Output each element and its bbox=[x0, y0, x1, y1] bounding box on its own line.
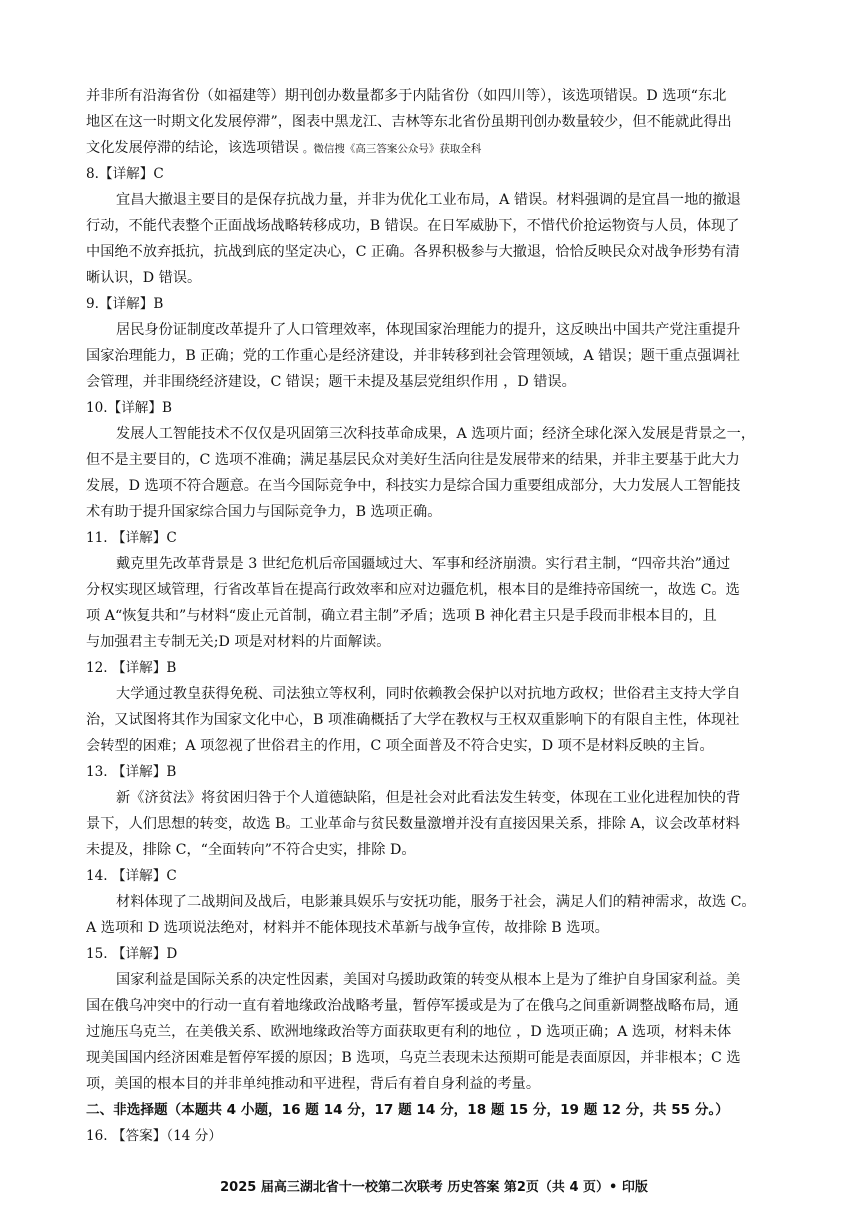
answer-heading-13: 13. 【详解】B bbox=[86, 764, 177, 780]
paragraph-line: 分权实现区域管理，行省改革旨在提高行政效率和应对边疆危机，根本目的是维持帝国统一，故选 C。选 bbox=[86, 582, 740, 598]
paragraph-line: 治，又试图将其作为国家文化中心，B 项准确概括了大学在教权与王权双重影响下的有限自主性，体现社 bbox=[86, 712, 740, 728]
paragraph-line: 景下，人们思想的转变，故选 B。工业革命与贫民数量激增并没有直接因果关系，排除 A，议会改革材料 bbox=[86, 816, 740, 832]
paragraph-line: 术有助于提升国家综合国力与国际竞争力，B 选项正确。 bbox=[86, 504, 442, 520]
answer-heading-16: 16. 【答案】（14 分） bbox=[86, 1128, 222, 1144]
paragraph-line: 材料体现了二战期间及战后，电影兼具娱乐与安抚功能，服务于社会，满足人们的精神需求，故选 C。 bbox=[116, 894, 756, 910]
paragraph-line: 新《济贫法》将贫困归咎于个人道德缺陷，但是社会对此看法发生转变，体现在工业化进程加快的背 bbox=[116, 790, 741, 806]
paragraph-text: 文化发展停滞的结论，该选项错误 bbox=[86, 140, 299, 156]
paragraph-line: 现美国国内经济困难是暂停军援的原因；B 选项，乌克兰表现未达预期可能是表面原因，并非根本；C 选 bbox=[86, 1050, 741, 1066]
paragraph-line: 会转型的困难；A 项忽视了世俗君主的作用，C 项全面普及不符合史实，D 项不是材料反映的主旨。 bbox=[86, 738, 714, 754]
paragraph-line: 但不是主要目的，C 选项不准确；满足基层民众对美好生活向往是发展带来的结果，并非主要基于此大力 bbox=[86, 452, 740, 468]
answer-heading-9: 9.【详解】B bbox=[86, 296, 164, 312]
watermark-note: 。微信搜《高三答案公众号》获取全科 bbox=[302, 143, 482, 155]
paragraph-line: 居民身份证制度改革提升了人口管理效率，体现国家治理能力的提升，这反映出中国共产党注重提升 bbox=[116, 322, 741, 338]
paragraph-line: 项 A“恢复共和”与材料“废止元首制，确立君主制”矛盾；选项 B 神化君主只是手段而非根本目的，且 bbox=[86, 608, 717, 624]
answer-heading-11: 11. 【详解】C bbox=[86, 530, 177, 546]
paragraph-line: A 选项和 D 选项说法绝对，材料并不能体现技术革新与战争宣传，故排除 B 选项。 bbox=[86, 920, 609, 936]
paragraph-line: 宜昌大撤退主要目的是保存抗战力量，并非为优化工业布局，A 错误。材料强调的是宜昌一地的撤退 bbox=[116, 192, 741, 208]
paragraph-line: 国家利益是国际关系的决定性因素，美国对乌援助政策的转变从根本上是为了维护自身国家利益。美 bbox=[116, 972, 741, 988]
paragraph-line: 项，美国的根本目的并非单纯推动和平进程，背后有着自身利益的考量。 bbox=[86, 1076, 541, 1092]
paragraph-line: 中国绝不放弃抵抗，抗战到底的坚定决心，C 正确。各界积极参与大撤退，恰恰反映民众对战争形势有清 bbox=[86, 244, 740, 260]
paragraph-line: 戴克里先改革背景是 3 世纪危机后帝国疆域过大、军事和经济崩溃。实行君主制，“四帝共治”通过 bbox=[116, 556, 731, 572]
paragraph-line: 大学通过教皇获得免税、司法独立等权利，同时依赖教会保护以对抗地方政权；世俗君主支持大学自 bbox=[116, 686, 741, 702]
answer-heading-15: 15. 【详解】D bbox=[86, 946, 178, 962]
answer-heading-14: 14. 【详解】C bbox=[86, 868, 177, 884]
paragraph-line bbox=[86, 136, 786, 161]
paragraph-line: 地区在这一时期文化发展停滞”，图表中黑龙江、吉林等东北省份虽期刊创办数量较少，但不能就此得出 bbox=[86, 114, 732, 130]
paragraph-line: 晰认识，D 错误。 bbox=[86, 270, 202, 286]
paragraph-line: 国家治理能力，B 正确；党的工作重心是经济建设，并非转移到社会管理领域，A 错误；题干重点强调社 bbox=[86, 348, 740, 364]
answer-heading-8: 8.【详解】C bbox=[86, 166, 164, 182]
paragraph-line: 行动，不能代表整个正面战场战略转移成功，B 错误。在日军威胁下，不惜代价抢运物资与人员，体现了 bbox=[86, 218, 740, 234]
paragraph-line: 与加强君主专制无关;D 项是对材料的片面解读。 bbox=[86, 634, 391, 650]
paragraph-line: 未提及，排除 C，“全面转向”不符合史实，排除 D。 bbox=[86, 842, 416, 858]
answer-heading-10: 10.【详解】B bbox=[86, 400, 172, 416]
paragraph-line: 过施压乌克兰，在美俄关系、欧洲地缘政治等方面获取更有利的地位 ，D 选项正确；A 选项，材料未体 bbox=[86, 1024, 732, 1040]
paragraph-line: 会管理，并非围绕经济建设，C 错误；题干未提及基层党组织作用 ，D 错误。 bbox=[86, 374, 576, 390]
paragraph-line: 国在俄乌冲突中的行动一直有着地缘政治战略考量，暂停军援或是为了在俄乌之间重新调整战略布局，通 bbox=[86, 998, 739, 1014]
section-heading: 二、非选择题（本题共 4 小题，16 题 14 分，17 题 14 分，18 题 15 分，19 题 12 分，共 55 分。） bbox=[86, 1102, 729, 1118]
paragraph-line: 发展人工智能技术不仅仅是巩固第三次科技革命成果，A 选项片面；经济全球化深入发展是背景之一， bbox=[116, 426, 756, 442]
paragraph-line: 发展，D 选项不符合题意。在当今国际竞争中，科技实力是综合国力重要组成部分，大力发展人工智能技 bbox=[86, 478, 741, 494]
page-footer: 2025 届高三湖北省十一校第二次联考 历史答案 第2页（共 4 页）• 印版 bbox=[220, 1180, 648, 1195]
paragraph-line: 并非所有沿海省份（如福建等）期刊创办数量都多于内陆省份（如四川等），该选项错误。D 选项“东北 bbox=[86, 88, 727, 104]
answer-heading-12: 12. 【详解】B bbox=[86, 660, 177, 676]
